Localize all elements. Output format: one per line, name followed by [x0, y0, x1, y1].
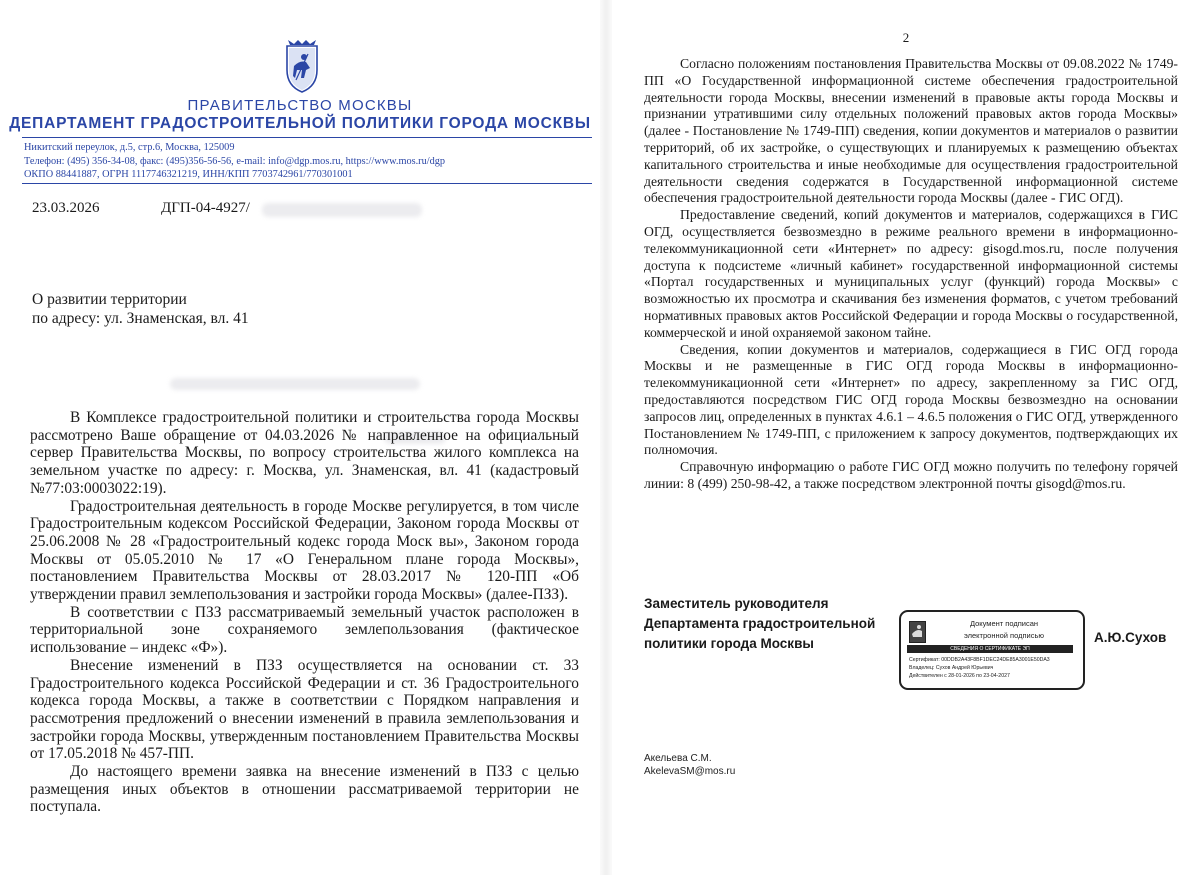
electronic-signature-stamp [899, 610, 1085, 690]
header-divider-bottom [22, 183, 592, 184]
signatory-title-line: Департамента градостроительной [644, 616, 876, 631]
letter-body-page-2 [644, 56, 1178, 493]
body-paragraph: Предоставление сведений, копий документов и материалов, содержащихся в ГИС ОГД, осуществляется безвозмездно в режиме реального времени в информационно-телекоммуникационной сети «Интернет» по адресу: gisogd.mos.ru, после получения доступа к подсистеме «личный кабинет» государственной информационной системы «Портал государственных и муниципальных услуг (функций) города Москвы» с возможностью их просмотра и скачивания без изменения форматов, с учетом требований нормативных правовых актов Российской Федерации и города Москвы о государственной, коммерческой и иной охраняемой законом тайне. [644, 207, 1178, 340]
body-paragraph: Градостроительная деятельность в городе Москве регулируется, в том числе Градостроительным кодексом Российской Федерации, Законом города Москвы от 25.06.2008 № 28 «Градостроительный кодекс города Моск вы», Законом города Москвы от 05.05.2010 № 17 «О Генеральном плане города Москвы», постановлением Правительства Москвы от 28.03.2017 № 120-ПП «Об утверждении правил землепользования и застройки города Москвы» (далее-ПЗЗ). [30, 497, 579, 604]
page-number: 2 [902, 30, 910, 45]
letterhead-address: Никитский переулок, д.5, стр.6, Москва, 125009 [24, 142, 235, 153]
government-header: ПРАВИТЕЛЬСТВО МОСКВЫ [187, 97, 413, 114]
executor-info [644, 752, 735, 778]
body-paragraph: До настоящего времени заявка на внесение изменений в ПЗЗ с целью размещения иных объектов в отношении рассматриваемой территории не поступала. [30, 763, 579, 816]
signatory-name: А.Ю.Сухов [1094, 630, 1167, 645]
redacted-area [262, 203, 422, 217]
stamp-validity: Действителен с 28-01-2026 по 23-04-2027 [909, 673, 1010, 679]
body-paragraph: Справочную информацию о работе ГИС ОГД можно получить по телефону горячей линии: 8 (499) 250-98-42, а также посредством электронной почты gisogd@mos.ru. [644, 459, 1178, 491]
body-paragraph: В Комплексе градостроительной политики и строительства города Москвы рассмотрено Ваше обращение от 04.03.2026 № направленное на официальный сервер Правительства Москвы, по вопросу строительства жилого комплекса на земельном участке по адресу: г. Москва, ул. Знаменская, вл. 41 (кадастровый №77:03:0003022:19). [30, 409, 579, 497]
body-paragraph: Сведения, копии документов и материалов, содержащиеся в ГИС ОГД города Москвы и не размещенные в ГИС ОГД города Москвы в информационно-телекоммуникационной сети «Интернет» по адресу, закрепленному за ГИС ОГД, предоставляются посредством ГИС ОГД города Москвы безвозмездно на основании запросов лиц, определенных в пунктах 4.6.1 – 4.6.5 положения о ГИС ОГД, утвержденного Постановлением № 1749-ПП, с приложением к запросу документов, подтверждающих их полномочия. [644, 341, 1178, 458]
subject-line: по адресу: ул. Знаменская, вл. 41 [32, 310, 249, 327]
subject-line: О развитии территории [32, 291, 187, 308]
body-paragraph: Согласно положениям постановления Правительства Москвы от 09.08.2022 № 1749-ПП «О Государственной информационной системе обеспечения градостроительной деятельности города Москвы, внесении изменений в правовые акты города Москвы и признании утратившими силу отдельных положений правовых актов города Москвы» (далее - Постановление № 1749-ПП) сведения, копии документов и материалов о развитии территорий, об их застройке, о существующих и планируемых к размещению объектах капитального строительства и иные необходимые для осуществления градостроительной деятельности сведения содержатся в Государственной информационной системе обеспечения градостроительной деятельности города Москвы (далее - ГИС ОГД). [644, 56, 1178, 206]
stamp-certificate: Сертификат: 00DDB2A43F8BF1DEC24DE85A3001E50DA3 [909, 657, 1050, 663]
letterhead-registry: ОКПО 88441887, ОГРН 1117746321219, ИНН/КПП 7703742961/770301001 [24, 169, 353, 180]
redacted-area [170, 378, 420, 390]
page-gutter [600, 0, 612, 875]
letter-body-page-1 [30, 409, 579, 816]
body-paragraph: В соответствии с ПЗЗ рассматриваемый земельный участок расположен в территориальной зоне сохраняемого землепользования (фактическое использование – индекс «Ф»). [30, 603, 579, 657]
letter-reg-number: ДГП-04-4927/ [161, 200, 250, 216]
stamp-owner: Владелец: Сухов Андрей Юрьевич [909, 665, 994, 671]
signatory-title [644, 594, 875, 654]
signatory-title-line: Заместитель руководителя [644, 596, 829, 611]
department-header: ДЕПАРТАМЕНТ ГРАДОСТРОИТЕЛЬНОЙ ПОЛИТИКИ ГОРОДА МОСКВЫ [9, 115, 591, 132]
letterhead-contacts: Телефон: (495) 356-34-08, факс: (495)356-56-56, e-mail: info@dgp.mos.ru, https://www.mos.ru/dgp [24, 156, 446, 167]
coat-of-arms-icon [909, 621, 926, 643]
body-paragraph: Внесение изменений в ПЗЗ осуществляется на основании ст. 33 Градостроительного кодекса Российской Федерации и ст. 36 Градостроительного кодекса города Москвы, а также в соответствии с Порядком направления и рассмотрения предложений о внесении изменений в правила землепользования и застройки города Москвы, утвержденным постановлением Правительства Москвы от 17.05.2018 № 457-ПП. [30, 656, 579, 763]
letter-page-2 [612, 0, 1200, 875]
moscow-coat-of-arms-icon [284, 40, 320, 94]
letter-date: 23.03.2026 [32, 200, 100, 216]
executor-email: AkelevaSM@mos.ru [644, 766, 736, 777]
stamp-certificate-bar: СВЕДЕНИЯ О СЕРТИФИКАТЕ ЭП [907, 645, 1073, 653]
stamp-heading: Документ подписан [969, 619, 1039, 628]
letter-subject [32, 290, 249, 328]
executor-name: Акельева С.М. [644, 753, 712, 764]
signatory-title-line: политики города Москвы [644, 636, 814, 651]
stamp-heading: электронной подписью [963, 631, 1045, 640]
header-divider [22, 137, 592, 138]
